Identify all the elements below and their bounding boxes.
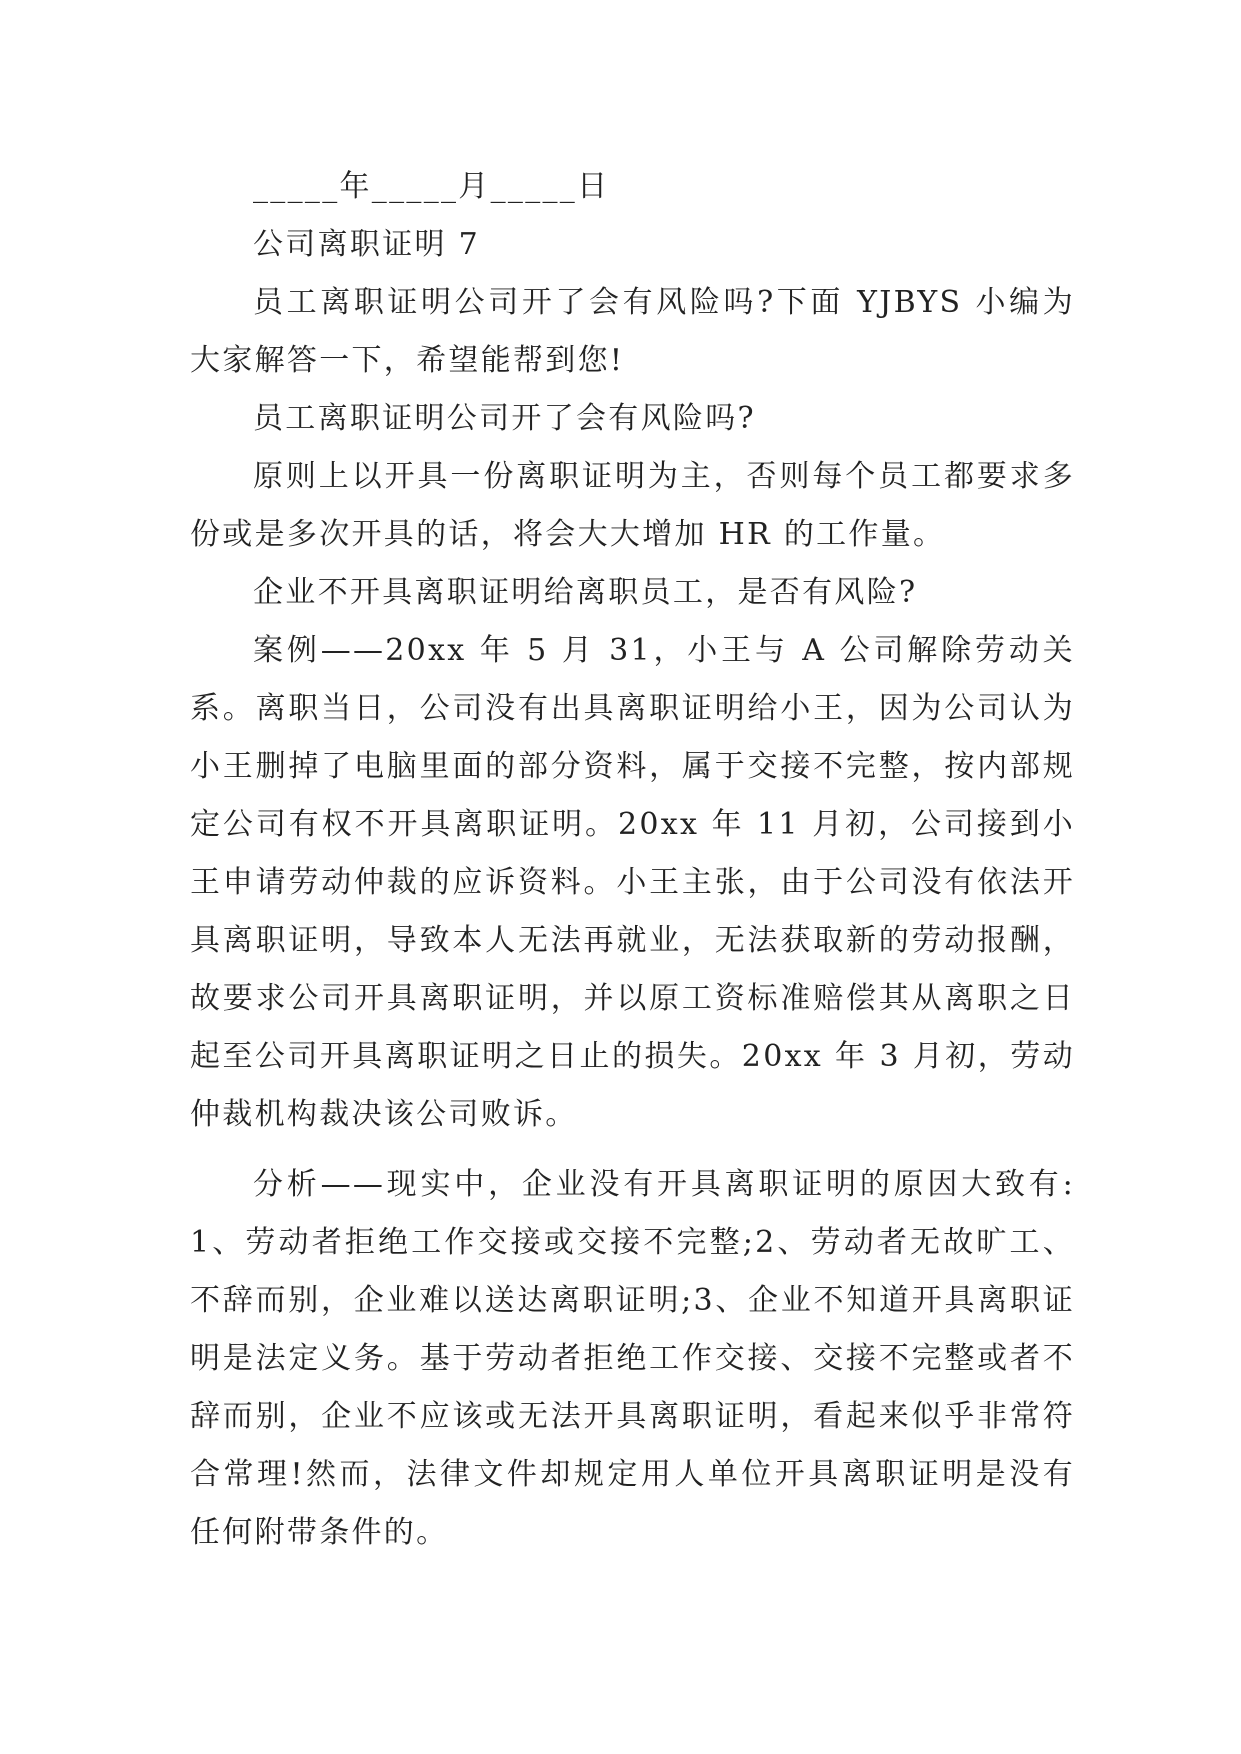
section-title: 公司离职证明 7	[253, 227, 481, 262]
document-body	[190, 158, 1075, 1562]
principle-paragraph: 原则上以开具一份离职证明为主，否则每个员工都要求多份或是多次开具的话，将会大大增加 HR 的工作量。	[190, 459, 1075, 552]
question-heading: 员工离职证明公司开了会有风险吗?	[253, 401, 756, 436]
intro-paragraph: 员工离职证明公司开了会有风险吗?下面 YJBYS 小编为大家解答一下，希望能帮到您!	[190, 285, 1075, 378]
analysis-paragraph: 分析——现实中，企业没有开具离职证明的原因大致有:1、劳动者拒绝工作交接或交接不完整;2、劳动者无故旷工、不辞而别，企业难以送达离职证明;3、企业不知道开具离职证明是法定义务。基于劳动者拒绝工作交接、交接不完整或者不辞而别，企业不应该或无法开具离职证明，看起来似乎非常符合常理!然而，法律文件却规定用人单位开具离职证明是没有任何附带条件的。	[190, 1167, 1075, 1550]
date-line: _____年_____月_____日	[253, 169, 610, 204]
case-paragraph: 案例——20xx 年 5 月 31，小王与 A 公司解除劳动关系。离职当日，公司没有出具离职证明给小王，因为公司认为小王删掉了电脑里面的部分资料，属于交接不完整，按内部规定公司有权不开具离职证明。20xx 年 11 月初，公司接到小王申请劳动仲裁的应诉资料。小王主张，由于公司没有依法开具离职证明，导致本人无法再就业，无法获取新的劳动报酬，故要求公司开具离职证明，并以原工资标准赔偿其从离职之日起至公司开具离职证明之日止的损失。20xx 年 3 月初，劳动仲裁机构裁决该公司败诉。	[190, 633, 1075, 1132]
risk-question: 企业不开具离职证明给离职员工，是否有风险?	[253, 575, 918, 610]
